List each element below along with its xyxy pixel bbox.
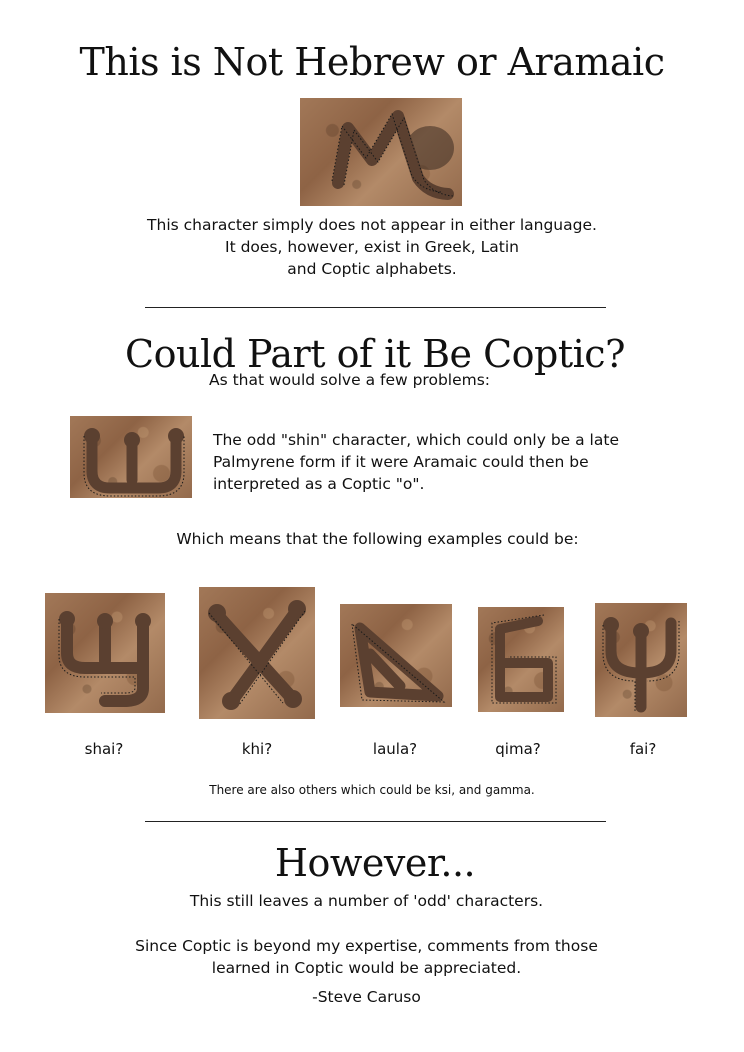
divider bbox=[145, 307, 606, 308]
qima-glyph-icon bbox=[478, 607, 564, 712]
explanation-line: This character simply does not appear in either language. bbox=[147, 216, 597, 234]
shin-line: interpreted as a Coptic "o". bbox=[213, 475, 425, 493]
language-explanation bbox=[0, 214, 744, 280]
fai-example-photo bbox=[595, 603, 687, 717]
khi-glyph-icon bbox=[199, 587, 315, 719]
shin-line: Palmyrene form if it were Aramaic could then be bbox=[213, 453, 589, 471]
signature: -Steve Caruso bbox=[312, 988, 421, 1006]
qima-example-photo bbox=[478, 607, 564, 712]
shin-character-photo bbox=[70, 416, 192, 498]
khi-example-photo bbox=[199, 587, 315, 719]
examples-intro: Which means that the following examples could be: bbox=[176, 530, 579, 548]
shai-example-photo bbox=[45, 593, 165, 713]
example-label-shai: shai? bbox=[84, 740, 124, 758]
shai-glyph-icon bbox=[45, 593, 165, 713]
mu-character-photo bbox=[300, 98, 462, 206]
others-note: There are also others which could be ksi, and gamma. bbox=[209, 783, 535, 797]
example-label-fai: fai? bbox=[629, 740, 657, 758]
explanation-line: It does, however, exist in Greek, Latin bbox=[225, 238, 519, 256]
example-label-laula: laula? bbox=[372, 740, 418, 758]
shin-line: The odd "shin" character, which could only be a late bbox=[213, 431, 619, 449]
shin-explanation bbox=[213, 429, 619, 495]
comment-line: learned in Coptic would be appreciated. bbox=[211, 959, 522, 977]
laula-example-photo bbox=[340, 604, 452, 707]
odd-characters-line: This still leaves a number of 'odd' characters. bbox=[189, 892, 544, 910]
example-label-khi: khi? bbox=[241, 740, 273, 758]
shin-glyph-icon bbox=[70, 416, 192, 498]
comment-request bbox=[0, 935, 733, 979]
however-heading: However... bbox=[274, 841, 476, 885]
example-label-qima: qima? bbox=[495, 740, 541, 758]
fai-glyph-icon bbox=[595, 603, 687, 717]
coptic-subtitle: As that would solve a few problems: bbox=[209, 371, 491, 389]
page-title: This is Not Hebrew or Aramaic bbox=[79, 40, 665, 84]
divider bbox=[145, 821, 606, 822]
laula-glyph-icon bbox=[340, 604, 452, 707]
explanation-line: and Coptic alphabets. bbox=[287, 260, 457, 278]
comment-line: Since Coptic is beyond my expertise, comments from those bbox=[135, 937, 598, 955]
mu-glyph-icon bbox=[300, 98, 462, 206]
coptic-heading: Could Part of it Be Coptic? bbox=[125, 332, 625, 376]
